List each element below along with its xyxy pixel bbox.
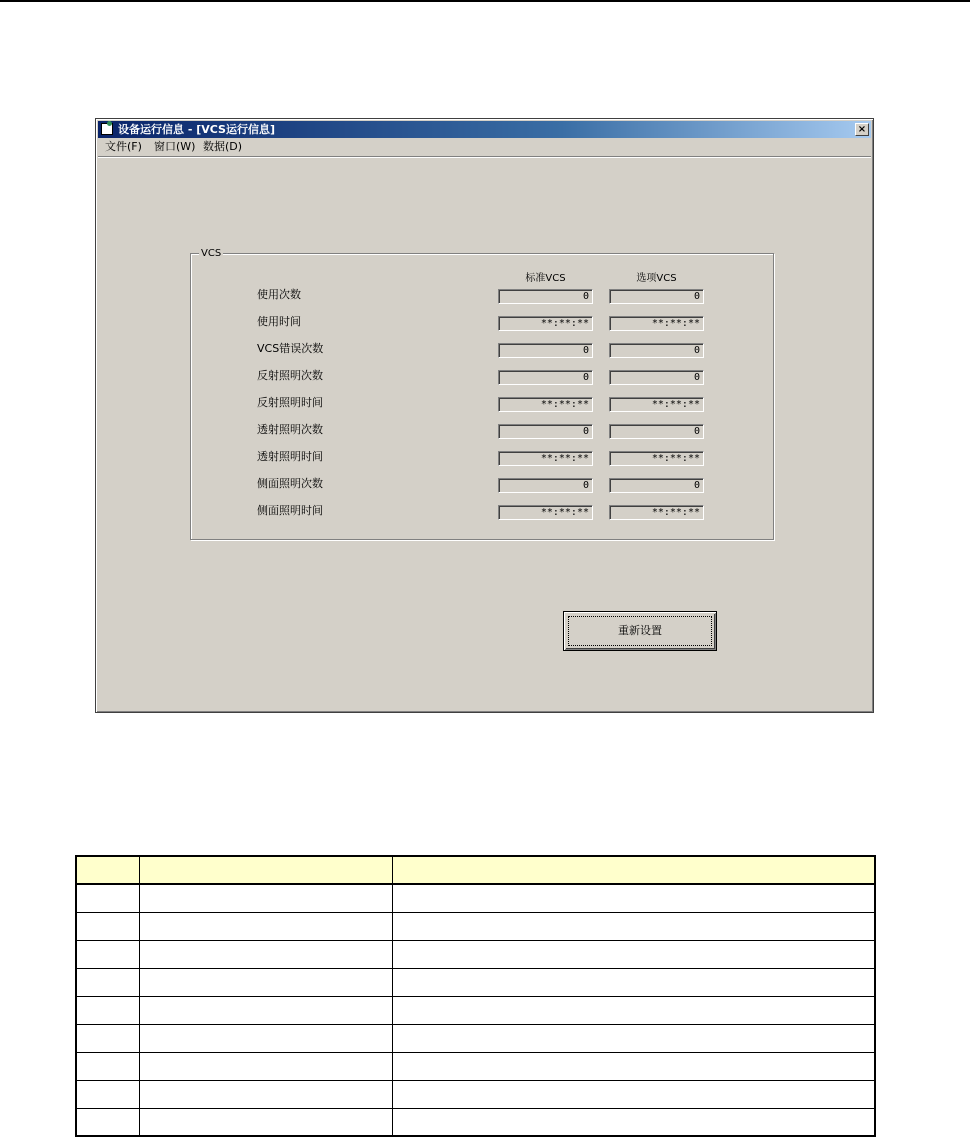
title-bar[interactable] xyxy=(98,121,871,138)
table-cell xyxy=(76,968,139,996)
row-label-side-light-count: 侧面照明次数 xyxy=(257,477,323,490)
standard-reflect-light-count-field: 0 xyxy=(498,370,593,385)
menu-file[interactable]: 文件(F) xyxy=(105,140,142,153)
standard-transmit-light-count-field: 0 xyxy=(498,424,593,439)
reset-button[interactable] xyxy=(563,611,717,651)
table-row xyxy=(76,1052,875,1080)
option-use-count-field: 0 xyxy=(609,289,704,304)
table-cell xyxy=(392,940,875,968)
standard-transmit-light-time-field: **:**:** xyxy=(498,451,593,466)
table-cell xyxy=(76,1052,139,1080)
table-header-row xyxy=(76,856,875,884)
row-label-reflect-light-time: 反射照明时间 xyxy=(257,396,323,409)
table-row xyxy=(76,884,875,912)
table-row xyxy=(76,912,875,940)
standard-vcs-error-count-field: 0 xyxy=(498,343,593,358)
window-title: 设备运行信息 - [VCS运行信息] xyxy=(118,123,275,136)
table-cell xyxy=(76,996,139,1024)
table-cell xyxy=(139,912,392,940)
standard-use-time-field: **:**:** xyxy=(498,316,593,331)
option-use-time-field: **:**:** xyxy=(609,316,704,331)
table-cell xyxy=(139,996,392,1024)
standard-use-count-field: 0 xyxy=(498,289,593,304)
option-reflect-light-time-field: **:**:** xyxy=(609,397,704,412)
option-transmit-light-count-field: 0 xyxy=(609,424,704,439)
close-button[interactable] xyxy=(855,123,869,136)
page-top-rule xyxy=(0,0,970,2)
table-cell xyxy=(139,940,392,968)
close-icon: × xyxy=(857,124,867,135)
menu-window[interactable]: 窗口(W) xyxy=(154,140,196,153)
standard-side-light-count-field: 0 xyxy=(498,478,593,493)
focus-ring xyxy=(568,616,712,646)
table-cell xyxy=(139,1108,392,1136)
table-row xyxy=(76,940,875,968)
table-row xyxy=(76,1108,875,1136)
row-label-vcs-error-count: VCS错误次数 xyxy=(257,342,324,355)
row-label-use-time: 使用时间 xyxy=(257,315,301,328)
table-cell xyxy=(76,1024,139,1052)
row-label-use-count: 使用次数 xyxy=(257,288,301,301)
table-cell xyxy=(76,884,139,912)
table-cell xyxy=(392,1024,875,1052)
menu-data[interactable]: 数据(D) xyxy=(203,140,243,153)
table-cell xyxy=(76,1108,139,1136)
vcs-info-window xyxy=(95,118,874,713)
table-cell xyxy=(139,1052,392,1080)
menu-bar xyxy=(98,138,871,156)
row-label-side-light-time: 侧面照明时间 xyxy=(257,504,323,517)
table-row xyxy=(76,996,875,1024)
table-cell xyxy=(392,1052,875,1080)
reset-button-label: 重新设置 xyxy=(618,624,662,637)
table-cell xyxy=(392,912,875,940)
table-cell xyxy=(76,1080,139,1108)
table-cell xyxy=(139,1024,392,1052)
table-header-cell xyxy=(139,856,392,884)
option-side-light-count-field: 0 xyxy=(609,478,704,493)
row-label-reflect-light-count: 反射照明次数 xyxy=(257,369,323,382)
row-label-transmit-light-count: 透射照明次数 xyxy=(257,423,323,436)
table-cell xyxy=(392,968,875,996)
app-icon xyxy=(101,123,113,135)
table-cell xyxy=(139,884,392,912)
table-header-cell xyxy=(392,856,875,884)
table-cell xyxy=(392,996,875,1024)
column-header-standard: 标准VCS xyxy=(525,273,566,284)
standard-side-light-time-field: **:**:** xyxy=(498,505,593,520)
table-row xyxy=(76,1080,875,1108)
column-header-option: 选项VCS xyxy=(636,273,677,284)
option-vcs-error-count-field: 0 xyxy=(609,343,704,358)
table-cell xyxy=(392,884,875,912)
option-side-light-time-field: **:**:** xyxy=(609,505,704,520)
client-area xyxy=(98,156,871,711)
standard-reflect-light-time-field: **:**:** xyxy=(498,397,593,412)
table-cell xyxy=(139,1080,392,1108)
table-cell xyxy=(392,1108,875,1136)
table-cell xyxy=(76,912,139,940)
option-transmit-light-time-field: **:**:** xyxy=(609,451,704,466)
groupbox-legend: VCS xyxy=(201,248,222,259)
vcs-groupbox xyxy=(190,248,774,540)
table-header-cell xyxy=(76,856,139,884)
table-row xyxy=(76,1024,875,1052)
table-cell xyxy=(76,940,139,968)
row-label-transmit-light-time: 透射照明时间 xyxy=(257,450,323,463)
description-table xyxy=(75,855,876,1137)
table-cell xyxy=(392,1080,875,1108)
table-cell xyxy=(139,968,392,996)
table-row xyxy=(76,968,875,996)
option-reflect-light-count-field: 0 xyxy=(609,370,704,385)
